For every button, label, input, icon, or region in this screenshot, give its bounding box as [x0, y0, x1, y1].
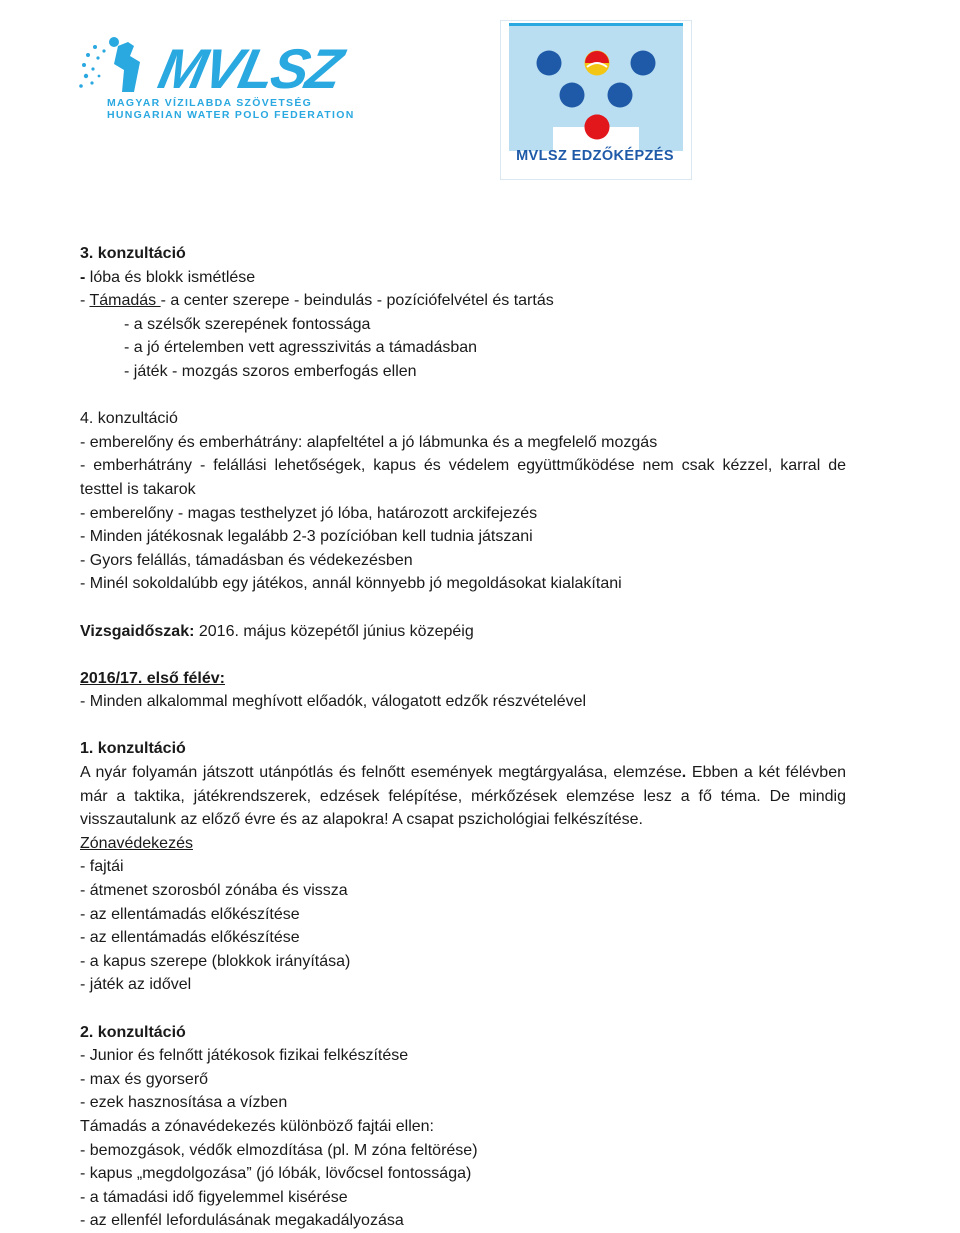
list-heading: Támadás a zónavédekezés különböző fajtái ellen:: [80, 1117, 434, 1135]
exam-period-value: 2016. május közepétől június közepéig: [194, 622, 474, 640]
list-item: - az ellenfél lefordulásának megakadályozása: [80, 1212, 404, 1230]
paragraph-text: A nyár folyamán játszott utánpótlás és felnőtt események megtárgyalása, elemzése: [80, 764, 682, 782]
list-item: - az ellentámadás előkészítése: [80, 905, 300, 923]
list-item: - Minden játékosnak legalább 2-3 pozícióban kell tudnia játszani: [80, 528, 533, 546]
document-body: [80, 242, 846, 1233]
subtitle-zonavedekezes: Zónavédekezés: [80, 834, 193, 852]
list-item: [80, 289, 846, 313]
sub-list-item: - a szélsők szerepének fontossága: [124, 315, 371, 333]
list-item: - játék az idővel: [80, 976, 192, 994]
list-item: - emberhátrány - felállási lehetőségek, kapus és védelem együttműködése nem csak kézzel, karral de testtel is takarok: [80, 457, 846, 498]
list-item: [80, 266, 846, 290]
list-item: - emberelőny - magas testhelyzet jó lóba, határozott arckifejezés: [80, 504, 538, 522]
list-item-text: lóba és blokk ismétlése: [89, 268, 256, 286]
mvlsz-wordmark: MVLSZ: [153, 37, 347, 100]
topic-tamadas: Támadás: [89, 292, 161, 310]
exam-period-label: Vizsgaidőszak:: [80, 622, 195, 640]
exam-period: [80, 620, 846, 644]
list-item: - Minden alkalommal meghívott előadók, válogatott edzők részvételével: [80, 693, 587, 711]
list-dash: -: [80, 292, 90, 310]
section-title-3-konzultacio: 3. konzultáció: [80, 245, 186, 262]
list-item-text: - a center szerepe - beindulás - pozíciófelvétel és tartás: [160, 292, 554, 310]
list-item: - Junior és felnőtt játékosok fizikai felkészítése: [80, 1047, 409, 1065]
list-item: - emberelőny és emberhátrány: alapfeltétel a jó lábmunka és a megfelelő mozgás: [80, 433, 658, 451]
list-item: - Minél sokoldalúbb egy játékos, annál könnyebb jó megoldásokat kialakítani: [80, 575, 622, 593]
paragraph-bold-dot: .: [681, 764, 687, 782]
list-item: - fajtái: [80, 858, 124, 876]
sub-list-item: - játék - mozgás szoros emberfogás ellen: [124, 362, 417, 380]
edzokepzes-caption: MVLSZ EDZŐKÉPZÉS: [516, 148, 674, 164]
list-item: - ezek hasznosítása a vízben: [80, 1094, 288, 1112]
list-item: - kapus „megdolgozása” (jó lóbák, lövőcsel fontossága): [80, 1165, 472, 1183]
list-item: - a támadási idő figyelemmel kisérése: [80, 1188, 348, 1206]
section-title-4-konzultacio: 4. konzultáció: [80, 410, 178, 428]
federation-name-en: HUNGARIAN WATER POLO FEDERATION: [107, 109, 355, 121]
list-item: - a kapus szerepe (blokkok irányítása): [80, 952, 351, 970]
list-item: - átmenet szorosból zónába és vissza: [80, 882, 348, 900]
section-title-2-konzultacio: 2. konzultáció: [80, 1023, 186, 1041]
semester-title: 2016/17. első félév:: [80, 669, 225, 687]
sub-list-item: - a jó értelemben vett agresszivitás a támadásban: [124, 339, 478, 357]
list-item: - Gyors felállás, támadásban és védekezésben: [80, 551, 413, 569]
list-dash: -: [80, 268, 90, 286]
list-item: - az ellentámadás előkészítése: [80, 929, 300, 947]
paragraph: [80, 761, 846, 832]
paragraph-text: Ebben a két félévben már a taktika, játékrendszerek, edzések felépítése, mérkőzések elemzése lesz a fő téma. De mindig visszautalunk az előző évre és az alapokra! A csapat pszichológiai felkészítése.: [80, 764, 847, 829]
federation-name-hu: MAGYAR VÍZILABDA SZÖVETSÉG: [107, 97, 313, 109]
list-item: - bemozgások, védők elmozdítása (pl. M zóna feltörése): [80, 1141, 478, 1159]
section-title-1-konzultacio: 1. konzultáció: [80, 740, 186, 758]
list-item: - max és gyorserő: [80, 1070, 209, 1088]
